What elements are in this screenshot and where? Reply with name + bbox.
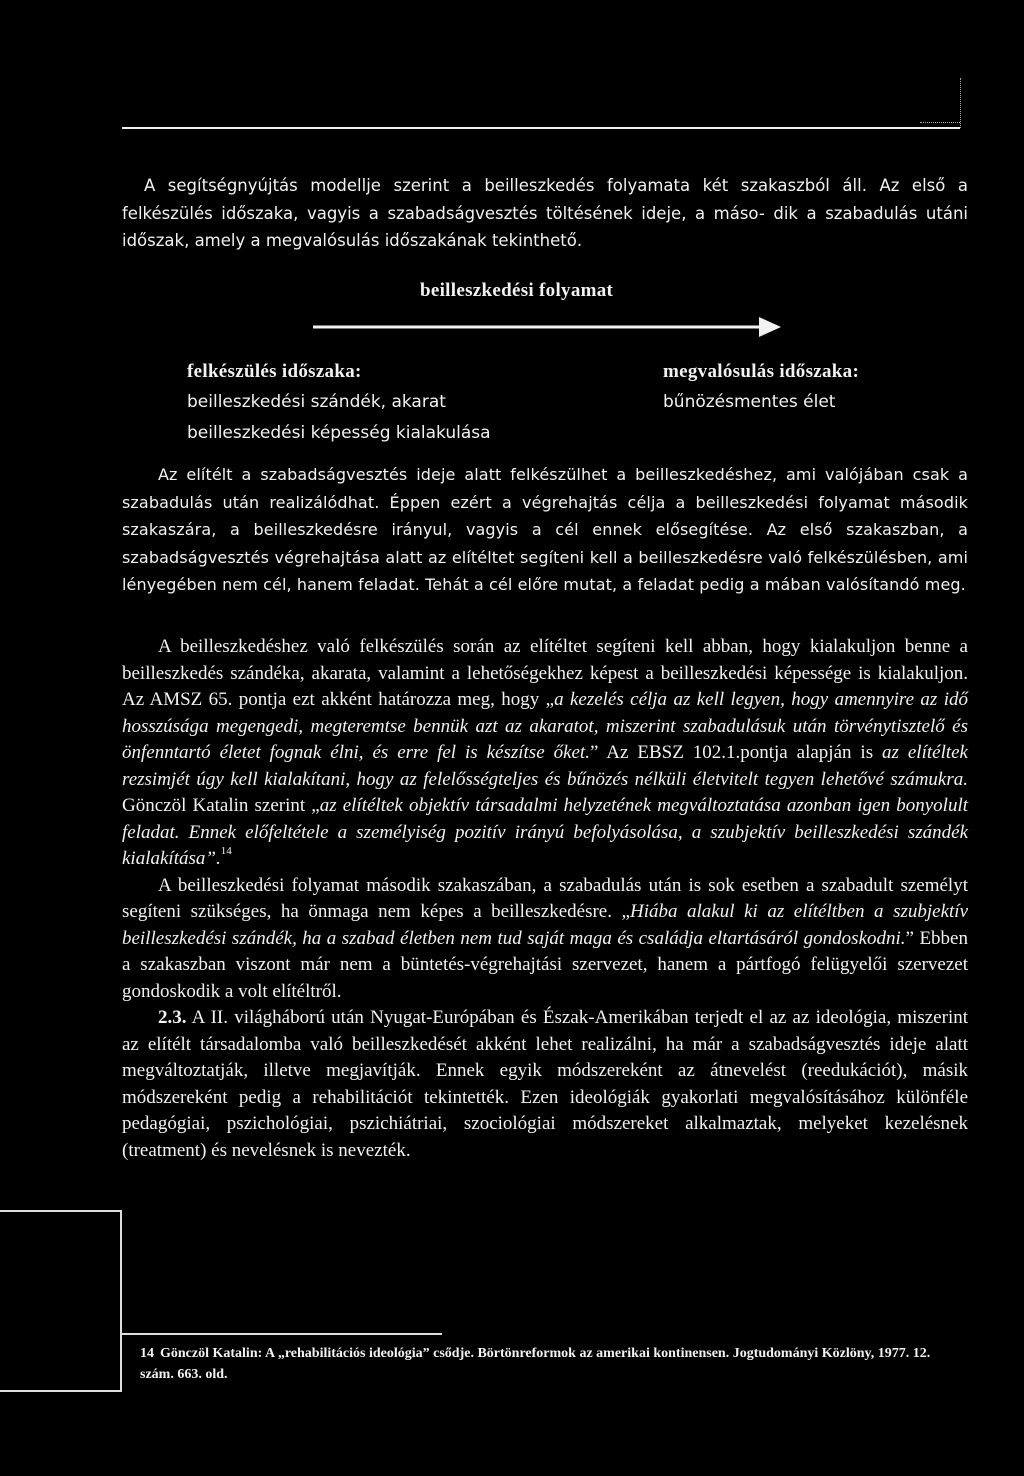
quote-run: Hiába alakul ki az elítéltben a szubjektív beilleszkedési szándék, ha a szabad életben nem tud saját maga és családja eltartásáról gondoskodni. [122, 901, 968, 949]
paragraph [122, 1005, 968, 1164]
footnote-rule [122, 1333, 442, 1335]
text-run: A beilleszkedéshez való felkészülés során az elítéltet segíteni kell abban, hogy kialakuljon benne a beilleszkedés szándéka, akarata, valamint a lehetőségekhez képest a beilleszkedési képessége is kialakuljon. Az AMSZ 65. pontja ezt akként határozza meg, hogy „ [122, 636, 968, 710]
intro-paragraph [122, 172, 968, 255]
intro-line: A segítségnyújtás modellje szerint a beilleszkedés folyamata két szakaszból áll. [144, 176, 867, 195]
intro-line: dik a szabadulás utáni időszak, amely a megvalósulás időszakának tekinthető. [122, 203, 968, 250]
text-run: ” Az EBSZ 102.1.pontja alapján is [589, 742, 883, 763]
diagram-right-column [663, 356, 993, 418]
quote-run: az elítéltek rezsimjét úgy kell kialakítani, hogy az felelősségteljes és bűnözés nélküli életvitelt tegyen lehetővé számukra. [122, 742, 968, 790]
diagram-left-column [187, 356, 567, 449]
margin-frame [0, 1210, 122, 1392]
footnote-text: Gönczöl Katalin: A „rehabilitációs ideológia” csődje. Börtönreformok az amerikai kontinensen. Jogtudományi Közlöny, 1977. 12. szám. 663. old. [140, 1346, 931, 1382]
text-run: ” Ebben a szakaszban viszont már nem a büntetés-végrehajtási szervezet, hanem a pártfogó felügyelői szervezet gondoskodik a volt elítéltről. [122, 927, 968, 1002]
section-paragraph [122, 461, 968, 599]
margin-dots [920, 118, 960, 123]
paragraph: Az elítélt a szabadságvesztés ideje alatt felkészülhet a beilleszkedéshez, ami valójában csak a szabadulás után realizálódhat. Éppen ezért a végrehajtás célja a beilleszkedési folyamat második szakaszára, a beilleszkedésre irányul, vagyis a cél ennek elősegítése. Az első szakaszban, a szabadságvesztés végrehajtása alatt az elítéltet segíteni kell a beilleszkedésre való felkészülésben, ami lényegében nem cél, hanem feladat. Tehát a cél előre mutat, a feladat pedig a mában valósítandó meg. [122, 465, 968, 594]
quote-run: az elítéltek objektív társadalmi helyzetének megváltoztatása azonban igen bonyolult feladat. Ennek előfeltétele a személyiség pozitív irányú befolyásolása, a szubjektív beilleszkedési szándék kialakítása [122, 795, 968, 869]
footnote-ref[interactable]: 14 [220, 845, 232, 857]
text-run: ”. [205, 848, 221, 869]
header-rule [122, 127, 960, 129]
text-run: Gönczöl Katalin szerint „ [122, 795, 320, 816]
arrow-icon [313, 315, 783, 339]
text-run: A II. világháború után Nyugat-Európában és Észak-Amerikában terjedt el az az ideológia, miszerint az elítélt társadalomba való beilleszkedését akként lehet realizálni, ha már a szabadságvesztés ideje alatt megváltoztatják, illetve megjavítják. Ennek egyik módszereként az átnevelést (reedukációt), másik módszereként pedig a rehabilitációt tekintették. Ezen ideológiák gyakorlati megvalósításához különféle pedagógiai, pszichológiai, pszichiátriai, szociológiai módszereket alkalmaztak, melyeket kezelésnek (treatment) és nevelésnek is nevezték. [122, 1007, 968, 1161]
right-heading: megvalósulás időszaka: [663, 361, 860, 382]
text-run: A beilleszkedési folyamat második szakaszában, a szabadulás után is sok esetben a szabadult személyt segíteni szükséges, ha önmaga nem képes a beilleszkedésre. „ [122, 874, 968, 922]
diagram-title: beilleszkedési folyamat [420, 280, 614, 301]
margin-mark [960, 78, 962, 128]
paragraph [122, 873, 968, 1006]
left-item: beilleszkedési képesség kialakulása [187, 423, 491, 443]
quote-run: a kezelés célja az kell legyen, hogy amennyire az idő hosszúsága megengedi, megteremtse bennük azt az akaratot, miszerint szabadulásuk után törvénytisztelő és önfenntartó életet fognak élni, és erre fel is készítse őket. [122, 689, 968, 763]
left-heading: felkészülés időszaka: [187, 361, 362, 382]
main-text [122, 634, 968, 1164]
footnote [140, 1343, 960, 1385]
right-item: bűnözésmentes élet [663, 392, 836, 412]
section-number: 2.3. [158, 1007, 187, 1028]
left-item: beilleszkedési szándék, akarat [187, 392, 446, 412]
paragraph [122, 634, 968, 873]
footnote-number: 14 [140, 1346, 154, 1361]
intro-line: Az első a felkészülés időszaka, vagyis a szabadságvesztés töltésének ideje, a máso- [122, 176, 968, 223]
